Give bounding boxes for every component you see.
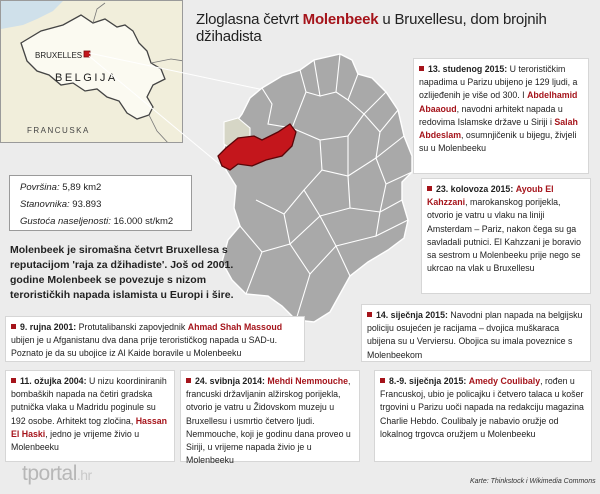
bullet-icon <box>186 378 191 383</box>
bullet-icon <box>380 378 385 383</box>
event-text: , jedno je vrijeme živio u Molenbeeku <box>11 428 140 453</box>
event-date: 23. kolovoza 2015: <box>436 184 514 194</box>
population-row <box>20 196 191 213</box>
area-row <box>20 179 191 196</box>
event-text: , francuski državljanin alžirskog porijekla, otvorio je vatru u Židovskom muzeju u Bruxellesu i usmrtio četvero ljudi. Nemmouche, koji je godinu dana proveo u Siriji, u vrijeme napada živio je u Molenbeeku <box>186 376 351 466</box>
logo-main: tportal <box>22 462 77 485</box>
event-text: U terorističkim napadima u Parizu ubijeno je 129 ljudi, a ozlijeđenih je više od 300. I <box>419 64 578 101</box>
population-label: Stanovnika: <box>20 199 70 210</box>
event-person: Amedy Coulibaly <box>468 376 541 386</box>
event-text: ubijen je u Afganistanu dva dana prije terorističkog napada u SAD-u. Poznato je da su ubojice iz Al Kaide boravile u Molenbeeku <box>11 335 278 359</box>
logo-suffix: .hr <box>76 467 92 483</box>
event-person: Mehdi Nemmouche <box>267 376 349 386</box>
intro-paragraph: Molenbeek je siromašna četvrt Bruxellesa s reputacijom 'raja za džihadiste'. Još od 2001. godine Molenbeek se povezuje s nizom terorističkih napada islamista u Europi i šire. <box>10 244 234 301</box>
event-date: 14. siječnja 2015: <box>376 310 448 320</box>
density-value: 16.000 st/km2 <box>113 216 174 227</box>
event-person: Ayoub El Kahzzani <box>427 184 554 208</box>
event-note-coulibaly-2015 <box>374 370 592 462</box>
event-note-thalys-2015 <box>421 178 591 294</box>
event-date: 11. ožujka 2004: <box>20 376 87 386</box>
bullet-icon <box>11 324 16 329</box>
title-text: Zloglasna četvrt <box>196 11 303 28</box>
event-text: Protutalibanski zapovjednik <box>76 322 188 332</box>
density-label: Gustoća naseljenosti: <box>20 216 111 227</box>
event-date: 13. studenog 2015: <box>428 64 508 74</box>
event-text: , navodni arhitekt napada u redovima Islamske države u Siriji i <box>419 103 563 127</box>
event-note-verviers-2015 <box>361 304 591 362</box>
event-person: Abdelhamid Abaaoud <box>419 90 578 114</box>
area-value: 5,89 km2 <box>62 182 102 193</box>
tportal-logo <box>22 462 92 486</box>
event-text: U nizu koordiniranih bombaških napada na četiri gradska putnička vlaka u Madridu poginule su 192 osobe. Arhitekt tog zločina, <box>11 376 167 426</box>
event-person: Ahmad Shah Massoud <box>187 322 283 332</box>
district-stats-box <box>9 175 192 231</box>
bullet-icon <box>419 66 424 71</box>
event-text: Navodni plan napada na belgijsku policiju osujećen je racijama – dvojica muškaraca ubijena su u Verviersu. Obojica su imala poveznice s Molenbeekom <box>367 310 583 360</box>
population-value: 93.893 <box>72 199 102 210</box>
event-date: 9. rujna 2001: <box>20 322 77 332</box>
event-text: , osumnjičenik u bijegu, živjeli su u Molenbeeku <box>419 130 577 154</box>
density-row <box>20 213 191 230</box>
belgija-label: BELGIJA <box>55 72 118 84</box>
title-highlight: Molenbeek <box>302 11 379 28</box>
title-text-end: u Bruxellesu, dom brojnih džihadista <box>196 11 547 45</box>
event-text: , rođen u Francuskoj, ubio je policajku i četvero talaca u košer trgovini u Parizu uoči napada na redakciju magazina Charlie Hebdo. Coulibaly je nabavio oružje od lokalnog trgovca oružjem u Molenbeeku <box>380 376 584 439</box>
bullet-icon <box>427 186 432 191</box>
event-date: 24. svibnja 2014: <box>195 376 265 386</box>
connector-line-bottom <box>89 56 224 168</box>
event-date: 8.-9. siječnja 2015: <box>389 376 467 386</box>
event-note-jewish-museum-2014 <box>180 370 360 466</box>
event-text: , marokanskog porijekla, otvorio je vatru u vlaku na liniji Amsterdam – Pariz, nakon čega su ga savladali putnici. El Kahzzani je boravio sa sestrom u Molenbeeku prije nego se ukrcao na vlak u Bruxellesu <box>427 197 582 274</box>
area-label: Površina: <box>20 182 60 193</box>
event-person: Hassan El Haski <box>11 415 167 439</box>
event-person: Salah Abdeslam <box>419 116 578 141</box>
bruxelles-label: BRUXELLES <box>35 51 83 60</box>
event-note-massoud-2001 <box>5 316 305 362</box>
bullet-icon <box>367 312 372 317</box>
bullet-icon <box>11 378 16 383</box>
event-note-madrid-2004 <box>5 370 175 462</box>
connector-line-top <box>89 53 264 90</box>
francuska-label: FRANCUSKA <box>27 126 90 135</box>
event-note-paris-2015 <box>413 58 589 174</box>
map-credits: Karte: Thinkstock i Wikimedia Commons <box>470 478 596 485</box>
